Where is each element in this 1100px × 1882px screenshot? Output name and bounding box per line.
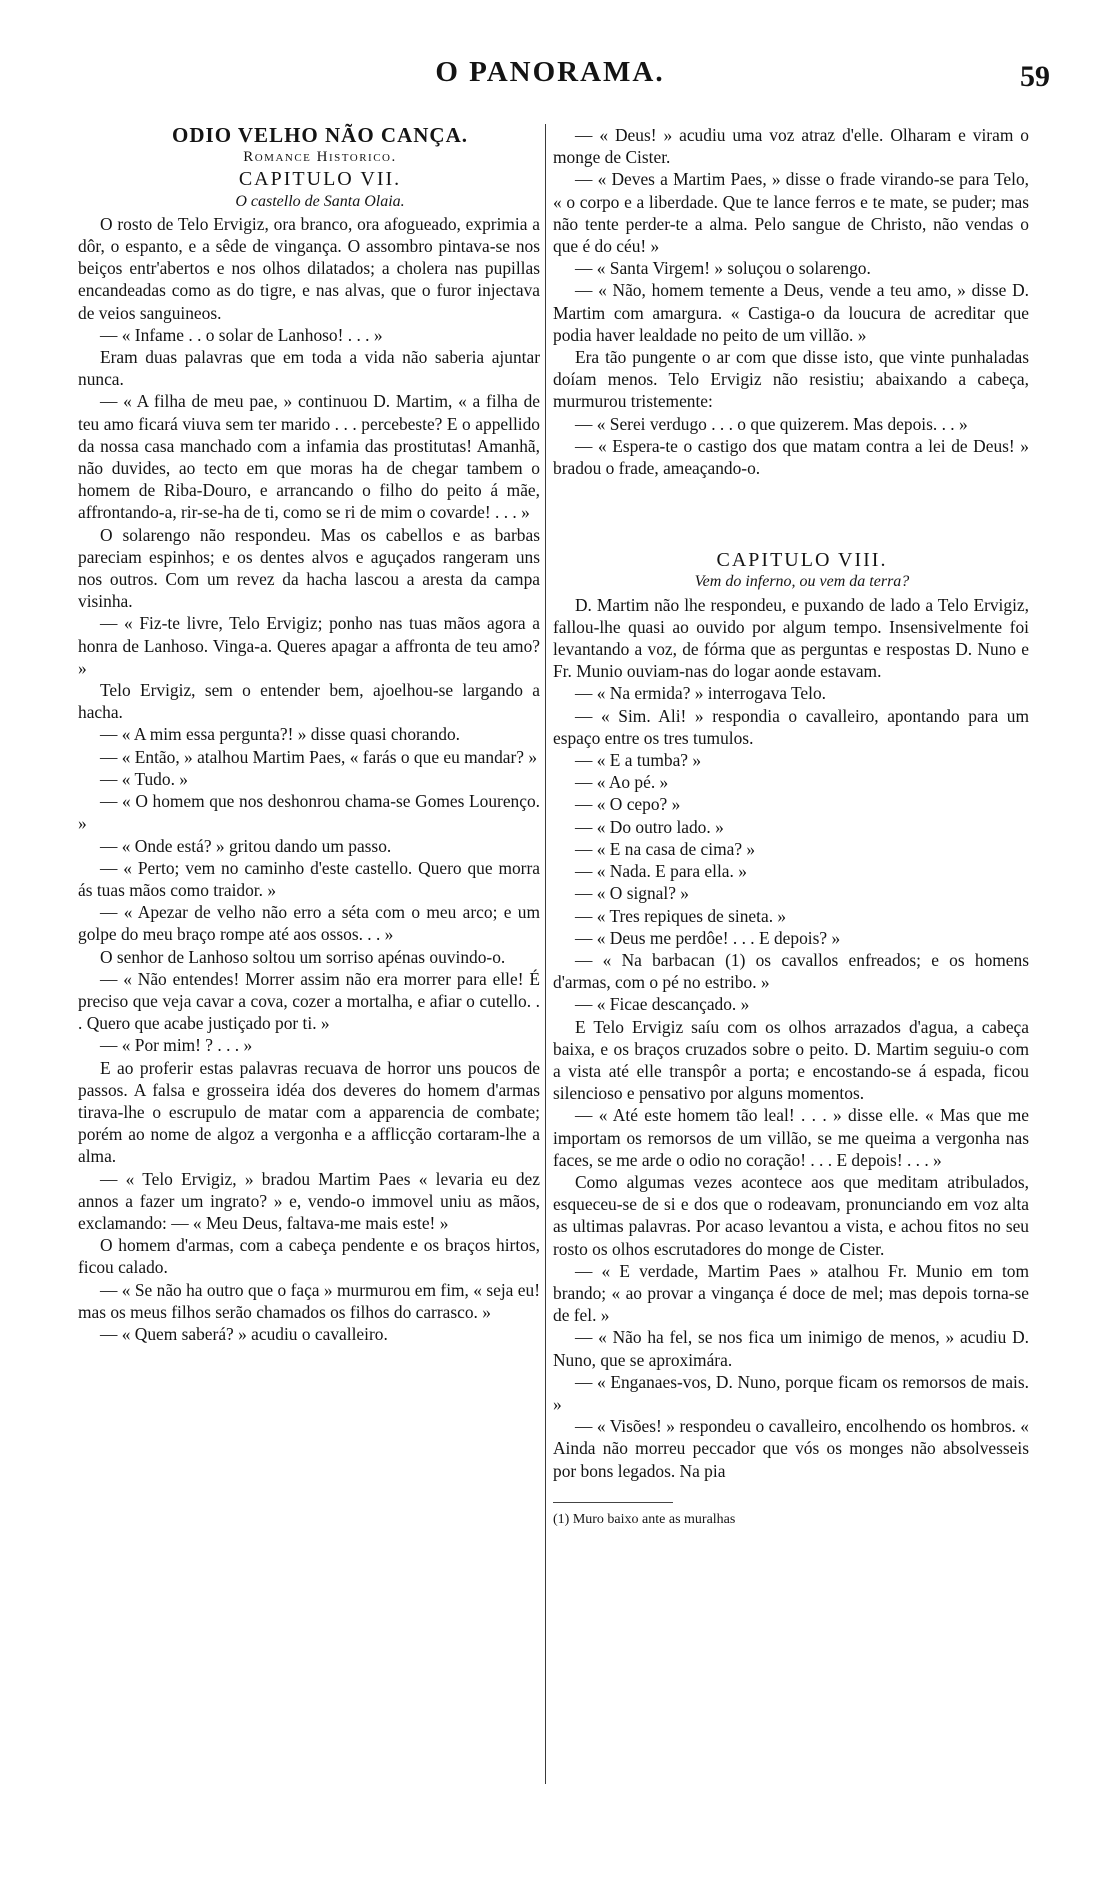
left-column-paragraph: O homem d'armas, com a cabeça pendente e os braços hirtos, ficou calado. [78, 1235, 540, 1278]
left-column-paragraph: E ao proferir estas palavras recuava de horror uns poucos de passos. A falsa e grosseira idéa dos deveres do homem d'armas tirava-lhe o escrupulo de matar com a apparencia de combate; porém ao nome de algoz a vergonha e a afflicção cortaram-lhe a alma. [78, 1057, 540, 1167]
left-column-paragraph: — « Telo Ervigiz, » bradou Martim Paes « levaria eu dez annos a fazer um ingrato? » e, vendo-o immovel uniu as mãos, exclamando: — « Meu Deus, faltava-me mais este! » [78, 1168, 540, 1233]
right-column-top-paragraph: — « Espera-te o castigo dos que matam contra a lei de Deus! » bradou o frade, ameaçando-o. [553, 435, 1029, 479]
right-column-bottom-paragraph: — « Ficae descançado. » [575, 994, 750, 1015]
right-column-bottom-paragraph: — « E na casa de cima? » [575, 838, 756, 859]
left-column-paragraph: Eram duas palavras que em toda a vida não saberia ajuntar nunca. [78, 347, 540, 390]
right-column-bottom-paragraph: — « Do outro lado. » [575, 816, 724, 837]
left-column [78, 124, 540, 1345]
chapter-heading-2: CAPITULO VIII. [716, 549, 888, 572]
footnote-divider [553, 1502, 673, 1503]
left-column-paragraph: O senhor de Lanhoso soltou um sorriso apénas ouvindo-o. [100, 946, 506, 967]
page-number: 59 [1020, 60, 1050, 93]
right-column-bottom-paragraph: D. Martim não lhe respondeu, e puxando de lado a Telo Ervigiz, fallou-lhe quasi ao ouvido por algum tempo. Insensivelmente foi levantando a voz, de fórma que as perguntas e respostas D. Nuno e Fr. Munio ouviam-nas do logar aonde estavam. [553, 594, 1029, 682]
right-column-bottom-paragraph: — « Enganaes-vos, D. Nuno, porque ficam os remorsos de mais. » [553, 1371, 1029, 1414]
footnote: (1) Muro baixo ante as muralhas [553, 1511, 736, 1527]
left-column-paragraph: — « Apezar de velho não erro a séta com o meu arco; e um golpe do meu braço rompe até aos ossos. . . » [78, 902, 540, 945]
left-column-paragraph: — « Infame . . o solar de Lanhoso! . . . » [100, 324, 383, 345]
right-column-top-paragraph: — « Santa Virgem! » soluçou o solarengo. [575, 258, 871, 279]
right-column-bottom-paragraph: — « Deus me perdôe! . . . E depois? » [575, 927, 841, 948]
left-column-paragraph: — « A mim essa pergunta?! » disse quasi chorando. [100, 724, 460, 745]
left-column-paragraph: — « Quem saberá? » acudiu o cavalleiro. [100, 1323, 388, 1344]
right-column-top-paragraph: — « Deves a Martim Paes, » disse o frade virando-se para Telo, « o corpo e a liberdade. Que te lance ferros e te mate, se puder; mas não tente perder-te a alma. Pelo sangue de Christo, não vendas o que é do céu! » [553, 169, 1029, 257]
left-column-paragraph: — « Onde está? » gritou dando um passo. [100, 835, 392, 856]
chapter-subtitle-2: Vem do inferno, ou vem da terra? [694, 573, 910, 591]
right-column-bottom-paragraph: — « E a tumba? » [575, 750, 702, 771]
left-column-paragraph: O rosto de Telo Ervigiz, ora branco, ora afogueado, exprimia a dôr, o espanto, e a sêde de vingança. O assombro pintava-se nos beiços entr'abertos e nos olhos dilatados; a cholera nas pupillas encandeadas como as do tigre, e nas alvas, que o furor injectava de veios sanguineos. [78, 213, 540, 323]
right-column-top-paragraph: — « Deus! » acudiu uma voz atraz d'elle. Olharam e viram o monge de Cister. [553, 125, 1029, 168]
column-divider [545, 124, 546, 1784]
left-column-paragraph: — « Não entendes! Morrer assim não era morrer para elle! É preciso que veja cavar a cova, cozer a mortalha, e afiar o cutello. . . Quero que acabe justiçado por ti. » [78, 968, 540, 1034]
left-column-paragraph: — « A filha de meu pae, » continuou D. Martim, « a filha de teu amo ficará viuva sem ter marido . . . percebeste? E o appellido da nossa casa manchado com a infamia das prostitutas! Amanhã, não duvides, ao tecto em que moras ha de chegar tambem o homem de Riba-Douro, e arrancando o filho do peito á mãe, affrontando-a, rir-se-ha de ti, como se ri de mim o covarde! . . . » [78, 391, 540, 523]
left-column-paragraph: — « Por mim! ? . . . » [100, 1035, 253, 1056]
left-body-text [78, 213, 540, 1345]
right-column [553, 124, 1029, 1531]
left-column-paragraph: — « Tudo. » [100, 768, 188, 789]
right-column-bottom-paragraph: — « Sim. Ali! » respondia o cavalleiro, apontando para um espaço entre os tres tumulos. [553, 705, 1029, 748]
right-column-bottom-paragraph: — « Nada. E para ella. » [575, 861, 747, 882]
right-column-bottom-paragraph: Como algumas vezes acontece aos que meditam atribulados, esqueceu-se de si e dos que o rodeavam, pronunciando em voz alta as ultimas palavras. Por acaso levantou a vista, e achou fitos no seu rosto os olhos escrutadores do monge de Cister. [553, 1171, 1029, 1259]
left-column-paragraph: — « O homem que nos deshonrou chama-se Gomes Lourenço. » [78, 791, 540, 834]
left-column-paragraph: — « Então, » atalhou Martim Paes, « farás o que eu mandar? » [100, 746, 538, 767]
right-column-bottom-paragraph: — « E verdade, Martim Paes » atalhou Fr. Munio em tom brando; « ao provar a vingança é doce de mel; mas depois torna-se de fel. » [553, 1260, 1029, 1326]
right-column-bottom-paragraph: — « Visões! » respondeu o cavalleiro, encolhendo os hombros. « Ainda não morreu peccador que vós os monges não absolvesseis por bons legados. Na pia [553, 1416, 1029, 1481]
right-column-bottom-paragraph: E Telo Ervigiz saíu com os olhos arrazados d'agua, a cabeça baixa, e os braços cruzados sobre o peito. D. Martim seguiu-o com a vista até elle transpôr a porta; e encostando-se á espada, ficou silencioso e pensativo por alguns momentos. [553, 1016, 1029, 1104]
right-column-top-paragraph: — « Não, homem temente a Deus, vende a teu amo, » disse D. Martim com amargura. « Castiga-o da loucura de acreditar que podia haver lealdade no peito de um villão. » [553, 280, 1029, 345]
right-column-bottom-paragraph: — « Ao pé. » [575, 772, 669, 793]
right-column-bottom-paragraph: — « Na ermida? » interrogava Telo. [575, 683, 827, 704]
masthead-title: O PANORAMA. [435, 56, 665, 88]
story-title: ODIO VELHO NÃO CANÇA. [172, 123, 468, 147]
right-body-text-top [553, 124, 1029, 479]
right-column-bottom-paragraph: — « Na barbacan (1) os cavallos enfreados; e os homens d'armas, com o pé no estribo. » [553, 949, 1029, 993]
right-column-bottom-paragraph: — « O signal? » [575, 883, 689, 904]
left-column-paragraph: — « Perto; vem no caminho d'este castello. Quero que morra ás tuas mãos como traidor. » [78, 857, 540, 900]
story-subtitle: Romance Historico. [243, 149, 397, 166]
left-column-paragraph: O solarengo não respondeu. Mas os cabellos e as barbas pareciam espinhos; e os dentes alvos e aguçados rangeram uns nos outros. Com um revez da hacha lascou a aresta da campa visinha. [78, 524, 540, 612]
right-body-text-bottom [553, 594, 1029, 1482]
right-column-bottom-paragraph: — « O cepo? » [575, 794, 681, 815]
left-column-paragraph: — « Se não ha outro que o faça » murmurou em fim, « seja eu! mas os meus filhos serão chamados os filhos do carrasco. » [78, 1279, 540, 1322]
chapter-heading: CAPITULO VII. [238, 168, 402, 191]
right-column-bottom-paragraph: — « Tres repiques de sineta. » [575, 905, 787, 926]
left-column-paragraph: — « Fiz-te livre, Telo Ervigiz; ponho nas tuas mãos agora a honra de Lanhoso. Vinga-a. Queres apagar a affronta de teu amo? » [78, 613, 540, 678]
chapter-subtitle: O castello de Santa Olaia. [235, 192, 405, 210]
right-column-bottom-paragraph: — « Até este homem tão leal! . . . » disse elle. « Mas que me importam os remorsos de um villão, se me queima a vergonha nas faces, se me arde o odio no coração! . . . E depois! . . . » [553, 1105, 1029, 1170]
right-column-bottom-paragraph: — « Não ha fel, se nos fica um inimigo de menos, » acudiu D. Nuno, que se aproximára. [553, 1327, 1029, 1370]
left-column-paragraph: Telo Ervigiz, sem o entender bem, ajoelhou-se largando a hacha. [78, 680, 540, 723]
right-column-top-paragraph: Era tão pungente o ar com que disse isto, que vinte punhaladas doíam menos. Telo Ervigiz não resistiu; abaixando a cabeça, murmurou tristemente: [553, 347, 1029, 412]
right-column-top-paragraph: — « Serei verdugo . . . o que quizerem. Mas depois. . . » [575, 413, 968, 434]
